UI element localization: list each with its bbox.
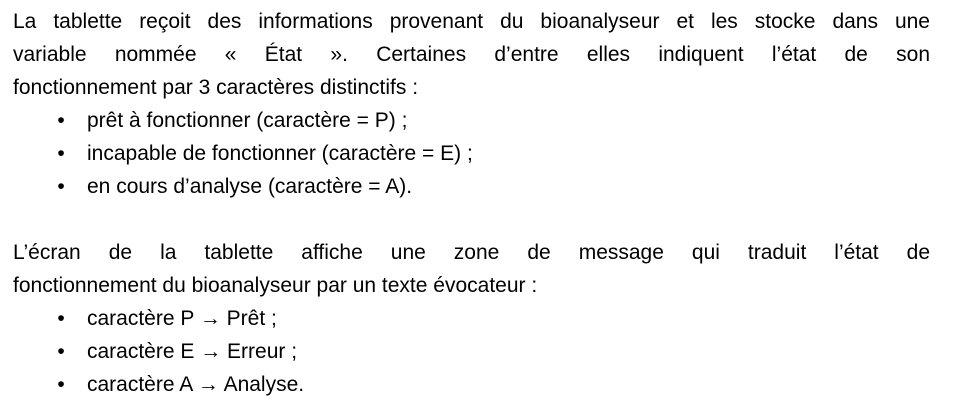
paragraph-line: fonctionnement du bioanalyseur par un texte évocateur : — [13, 274, 538, 297]
bullet-icon: • — [57, 373, 65, 396]
list-item-text: caractère P → Prêt ; — [87, 307, 277, 330]
list-item — [13, 170, 930, 203]
list-item-text: caractère E → Erreur ; — [87, 340, 298, 363]
list-item-text: en cours d’analyse (caractère = A). — [87, 175, 413, 198]
list-item — [13, 302, 930, 335]
paragraph-line: L’écran de la tablette affiche une zone de message qui traduit l’état de — [13, 241, 930, 264]
list-item — [13, 104, 930, 137]
list-item — [13, 335, 930, 368]
list-item — [13, 137, 930, 170]
list-item — [13, 368, 930, 401]
paragraph-line: fonctionnement par 3 caractères distinctifs : — [13, 76, 419, 99]
document — [13, 5, 930, 401]
list-item-text: prêt à fonctionner (caractère = P) ; — [87, 109, 408, 132]
message-mapping-list — [13, 302, 930, 401]
paragraph-etat-variable — [13, 5, 930, 104]
paragraph-screen-message — [13, 236, 930, 302]
bullet-icon: • — [57, 307, 65, 330]
paragraph-line: La tablette reçoit des informations provenant du bioanalyseur et les stocke dans une — [13, 10, 930, 33]
bullet-icon: • — [57, 142, 65, 165]
list-item-text: incapable de fonctionner (caractère = E) ; — [87, 142, 473, 165]
bullet-icon: • — [57, 340, 65, 363]
paragraph-spacer — [13, 203, 930, 236]
status-character-list — [13, 104, 930, 203]
bullet-icon: • — [57, 109, 65, 132]
list-item-text: caractère A → Analyse. — [87, 373, 305, 396]
bullet-icon: • — [57, 175, 65, 198]
paragraph-line: variable nommée « État ». Certaines d’entre elles indiquent l’état de son — [13, 43, 930, 66]
